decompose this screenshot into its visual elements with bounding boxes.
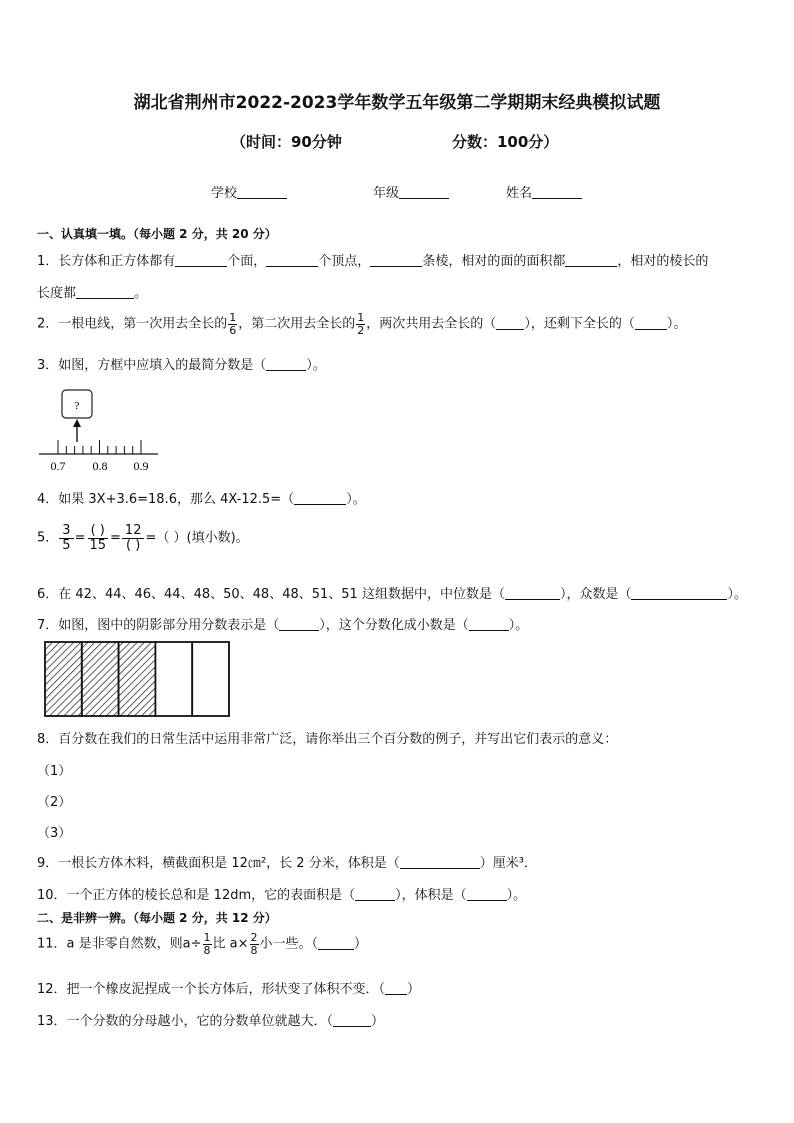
name-blank[interactable] (532, 185, 582, 199)
q3-blank[interactable] (266, 357, 306, 371)
q5-equals-2: = (110, 530, 121, 546)
q2-blank-1[interactable] (496, 316, 524, 330)
question-8: 8．百分数在我们的日常生活中运用非常广泛，请你举出三个百分数的例子，并写出它们表示的意义： (37, 732, 618, 747)
q5-equals-1: = (74, 530, 86, 546)
q2-text-e: ）。 (666, 316, 687, 332)
q1-text-b: 个面， (227, 254, 267, 269)
box-question-mark: ? (74, 400, 80, 412)
q5-text-a: 5． (37, 530, 59, 546)
q2-fraction-2: $\frac{1}{2}$ (357, 311, 365, 337)
q4-text-b: ）。 (346, 492, 366, 507)
q10-blank-1[interactable] (355, 887, 395, 901)
q3-text-a: 3．如图，方框中应填入的最简分数是（ (37, 358, 267, 373)
q11-text-b: 比 a× (212, 936, 249, 952)
q6-text-a: 6．在 42、44、46、44、48、50、48、48、51、51 这组数据中，中位数是（ (37, 587, 505, 602)
question-5 (37, 524, 249, 552)
q10-text-c: ）。 (506, 888, 527, 903)
exam-time: （时间：90分钟 (231, 133, 342, 151)
tick-label-0-8: 0.8 (92, 459, 108, 473)
tick-label-0-9: 0.9 (133, 459, 149, 473)
question-4 (37, 488, 366, 507)
q11-text-d: ） (354, 936, 368, 952)
q2-text-b: ，第二次用去全长的 (238, 316, 356, 332)
question-12 (37, 978, 420, 997)
q5-fraction-3[interactable]: $\frac{12}{( )}$ (122, 524, 145, 552)
q1-blank-3[interactable] (370, 253, 422, 267)
q8-item-2: （2） (37, 795, 72, 810)
q6-blank-1[interactable] (505, 586, 560, 600)
question-11 (37, 932, 367, 956)
q12-blank[interactable] (385, 981, 407, 995)
unshaded-part (155, 642, 192, 716)
school-label: 学校 (211, 186, 238, 201)
q1-blank-1[interactable] (175, 253, 227, 267)
name-label: 姓名 (506, 186, 533, 201)
shaded-rectangle-figure (42, 638, 234, 720)
q4-blank[interactable] (294, 491, 346, 505)
q5-fraction-1: $\frac{3}{5}$ (59, 524, 73, 552)
q11-text-a: 11．a 是非零自然数，则a÷ (37, 936, 202, 952)
q5-fraction-2[interactable]: $\frac{( )}{15}$ (89, 523, 107, 553)
shaded-part (45, 642, 82, 716)
q7-blank-2[interactable] (469, 617, 509, 631)
q7-text-b: ），这个分数化成小数是（ (319, 618, 469, 633)
q11-fraction-2: $\frac{2}{8}$ (250, 931, 258, 957)
q9-text-b: ）厘米³． (479, 856, 537, 871)
q6-text-c: ）。 (727, 587, 747, 602)
shaded-part (82, 642, 119, 716)
q11-text-c: 小一些。（ (259, 936, 319, 952)
school-field[interactable] (211, 182, 287, 201)
q6-text-b: ），众数是（ (559, 587, 632, 602)
q9-blank[interactable] (400, 855, 480, 869)
grade-field[interactable] (373, 182, 449, 201)
shaded-part (119, 642, 156, 716)
q10-text-a: 10．一个正方体的棱长总和是 12dm，它的表面积是（ (37, 888, 356, 903)
q1-blank-2[interactable] (266, 253, 318, 267)
q4-text-a: 4．如果 3X+3.6=18.6，那么 4X-12.5=（ (37, 492, 295, 507)
q13-text-a: 13．一个分数的分母越小，它的分数单位就越大．（ (37, 1014, 334, 1029)
rectangle-parts (45, 642, 229, 716)
q2-fraction-1: $\frac{1}{6}$ (229, 311, 237, 337)
q1-text-d: 条棱，相对的面的面积都 (422, 254, 566, 269)
q13-blank[interactable] (333, 1013, 371, 1027)
q3-text-b: ）。 (306, 358, 326, 373)
grade-label: 年级 (373, 186, 400, 201)
q1-blank-5[interactable] (76, 285, 134, 299)
q9-text-a: 9．一根长方体木料，横截面积是 12㎝²，长 2 分米，体积是（ (37, 856, 400, 871)
q12-text-a: 12．把一个橡皮泥捏成一个长方体后，形状变了体积不变．（ (37, 982, 386, 997)
q1-text-f: 长度都 (37, 286, 77, 301)
q2-blank-2[interactable] (635, 316, 667, 330)
question-3 (37, 354, 326, 373)
q1-blank-4[interactable] (565, 253, 617, 267)
q11-blank[interactable] (318, 936, 354, 950)
q11-fraction-1: $\frac{1}{8}$ (203, 931, 211, 957)
exam-score: 分数：100分） (452, 133, 559, 151)
q10-blank-2[interactable] (467, 887, 507, 901)
question-2 (37, 312, 686, 336)
page-title: 湖北省荆州市2022-2023学年数学五年级第二学期期末经典模拟试题 (133, 93, 661, 113)
q2-text-d: ），还剩下全长的（ (524, 316, 635, 332)
section-1-heading: 一、认真填一填。（每小题 2 分，共 20 分） (37, 227, 277, 241)
q7-blank-1[interactable] (279, 617, 319, 631)
question-1 (37, 250, 708, 269)
question-1-cont (37, 282, 147, 301)
number-line-ticks (58, 440, 141, 454)
question-13 (37, 1010, 384, 1029)
q1-text-c: 个顶点， (318, 254, 371, 269)
q13-text-b: ） (371, 1014, 385, 1029)
q1-text-a: 1．长方体和正方体都有 (37, 254, 176, 269)
number-line-figure (30, 384, 170, 476)
question-9 (37, 852, 537, 871)
question-7 (37, 614, 528, 633)
question-6 (37, 583, 747, 602)
question-10 (37, 884, 526, 903)
q2-text-c: ，两次共用去全长的（ (366, 316, 497, 332)
q6-blank-2[interactable] (631, 586, 727, 600)
q7-text-c: ）。 (508, 618, 529, 633)
q7-text-a: 7．如图，图中的阴影部分用分数表示是（ (37, 618, 280, 633)
name-field[interactable] (506, 182, 582, 201)
tick-label-0-7: 0.7 (50, 459, 66, 473)
q2-text-a: 2．一根电线，第一次用去全长的 (37, 316, 228, 332)
unshaded-part (192, 642, 229, 716)
q8-item-1: （1） (37, 764, 72, 779)
school-blank[interactable] (237, 185, 287, 199)
q1-text-e: ，相对的棱长的 (617, 254, 709, 269)
section-2-heading: 二、是非辨一辨。（每小题 2 分，共 12 分） (37, 911, 277, 925)
q10-text-b: ），体积是（ (395, 888, 467, 903)
arrow-up-icon (73, 419, 81, 427)
q1-text-g: 。 (134, 286, 148, 301)
q12-text-b: ） (407, 982, 421, 997)
q5-text-b: =（ ）(填小数)。 (145, 530, 249, 546)
grade-blank[interactable] (399, 185, 449, 199)
q8-item-3: （3） (37, 826, 72, 841)
